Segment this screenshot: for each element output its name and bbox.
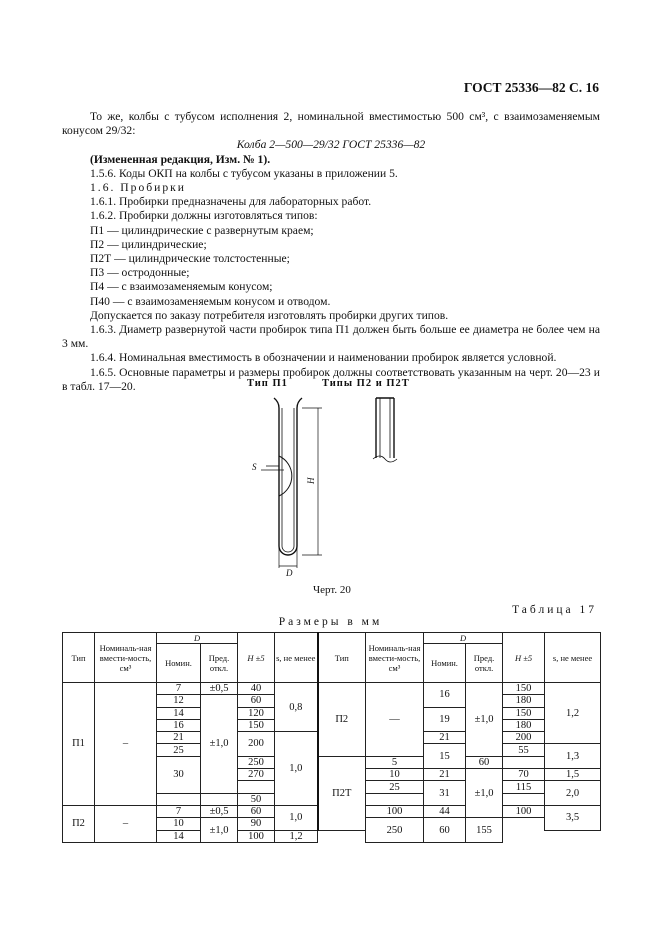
tube-p1-inner-wall [282,408,294,552]
cell-d-nom: 30 [157,756,201,793]
cell-volume: 25 [366,781,424,793]
cell-s: 1,5 [545,769,601,781]
cell-d-nom: 14 [157,830,201,842]
table-row [63,683,601,695]
cell-volume: — [366,683,424,757]
header-nomin: Номин. [424,644,466,683]
cell-h: 150 [503,683,545,695]
cell-volume: 5 [366,756,424,768]
cell-h [238,781,275,793]
header-volume: Номиналь-ная вмести-мость, см³ [95,633,157,683]
flask-designation: Колба 2—500—29/32 ГОСТ 25336—82 [236,138,426,152]
header-s: s, не менее [275,633,318,683]
cell-d-nom [157,793,201,805]
cell-d-nom: 15 [424,744,466,769]
header-h: H ±5 [238,633,275,683]
cell-h: 90 [238,818,275,830]
cell-h: 200 [238,732,275,757]
cell-s: 2,0 [545,781,601,806]
type-item: П1 — цилиндрические с развернутым краем; [90,223,314,237]
cell-d-nom: 19 [424,707,466,732]
cell-type: П2 [63,805,95,842]
cell-volume: 10 [366,769,424,781]
cell-s: 1,2 [275,830,318,842]
cell-d-nom: 21 [424,732,466,744]
cell-s: 1,3 [545,744,601,769]
cell-s: 1,0 [275,732,318,806]
cell-d-nom: 44 [424,805,466,817]
type-item: П2 — цилиндрические; [90,237,207,251]
cell-d-nom: 14 [157,707,201,719]
paragraph-1-6-3: 1.6.3. Диаметр развернутой части пробирок типа П1 должен быть больше ее диаметра не более чем на 3 мм. [62,323,600,351]
paragraph-flask-tubus: То же, колбы с тубусом исполнения 2, номинальной вместимостью 500 см³, с взаимозаменяемым конусом 29/32: [62,110,600,138]
tube-p1-section-arc [279,456,292,496]
header-s: s, не менее [545,633,601,683]
cell-h: 55 [503,744,545,756]
cell-d-dev: ±1,0 [466,683,503,757]
cell-d-dev: ±1,0 [466,769,503,818]
paragraph-1-6-4: 1.6.4. Номинальная вместимость в обозначении и наименовании пробирок является условной. [90,351,557,365]
cell-h: 250 [238,756,275,768]
cell-volume: – [95,683,157,806]
cell-h: 60 [238,695,275,707]
tube-p1-outline [274,398,302,555]
cell-h: 200 [503,732,545,744]
cell-h [366,793,424,805]
cell-d-nom: 12 [157,695,201,707]
header-h: H ±5 [503,633,545,683]
header-nomin: Номин. [157,644,201,683]
cell-type: П1 [63,683,95,806]
table-label: Таблица 17 [512,604,597,616]
cell-s: 3,5 [545,805,601,830]
cell-h: 180 [503,695,545,707]
header-type: Тип [63,633,95,683]
revision-note: (Измененная редакция, Изм. № 1). [90,152,271,166]
cell-d-dev: ±1,0 [201,695,238,793]
type-item: П2Т — цилиндрические толстостенные; [90,252,290,266]
cell-h: 155 [466,818,503,843]
type-item: П4 — с взаимозаменяемым конусом; [90,280,273,294]
header-volume: Номиналь-ная вмести-мость, см³ [366,633,424,683]
cell-d-nom: 31 [424,781,466,806]
paragraph-1-6-2: 1.6.2. Пробирки должны изготовляться типов: [90,209,318,223]
cell-d-dev: ±0,5 [201,683,238,695]
cell-d-nom: 16 [157,719,201,731]
cell-h [201,793,238,805]
header-dev: Пред. откл. [466,644,503,683]
table-units: Размеры в мм [278,616,383,628]
test-tube-drawing [240,396,440,580]
cell-d-nom: 21 [157,732,201,744]
cell-type: П2Т [318,756,366,830]
label-s: S [252,462,257,472]
header-type: Тип [318,633,366,683]
cell-d-nom: 60 [424,818,466,843]
cell-s: 0,8 [275,683,318,732]
cell-volume: 50 [238,793,275,805]
table-17 [62,632,601,843]
label-h: H [306,477,316,484]
body-text [62,110,600,394]
cell-h: 150 [503,707,545,719]
cell-d-nom: 7 [157,683,201,695]
cell-h: 60 [238,805,275,817]
cell-d-nom: 10 [157,818,201,830]
cell-d-dev: ±0,5 [201,805,238,817]
cell-s: 1,0 [275,805,318,830]
cell-volume: 100 [366,805,424,817]
cell-type: П2 [318,683,366,757]
header-d: D [424,633,503,644]
figure-caption: Черт. 20 [313,584,351,596]
cell-d-nom: 25 [157,744,201,756]
cell-h: 100 [503,805,545,817]
label-d: D [286,568,293,578]
cell-h: 70 [503,769,545,781]
page-header: ГОСТ 25336—82 С. 16 [463,80,599,95]
cell-h: 270 [238,769,275,781]
figure-title-type-p1: Тип П1 [247,378,288,389]
cell-volume: – [95,805,157,842]
cell-d-nom: 16 [424,683,466,708]
header-d: D [157,633,238,644]
paragraph-1-6-1: 1.6.1. Пробирки предназначены для лабораторных работ. [90,195,372,209]
cell-h: 180 [503,719,545,731]
cell-volume: 250 [366,818,424,843]
cell-h: 115 [503,781,545,793]
header-dev: Пред. откл. [201,644,238,683]
cell-h: 120 [238,707,275,719]
paragraph-1-6-5: 1.6.5. Основные параметры и размеры пробирок должны соответствовать указанным на черт. 20—23 и в табл. 17—20. [62,365,600,393]
table-header-row [63,633,601,644]
figure-title-types-p2: Типы П2 и П2Т [322,378,410,389]
section-1-6-title: 1.6. Пробирки [90,181,186,195]
cell-d-nom: 21 [424,769,466,781]
cell-d-nom: 7 [157,805,201,817]
cell-s: 1,2 [545,683,601,744]
cell-d-dev: ±1,0 [201,818,238,843]
cell-h: 40 [238,683,275,695]
type-item: П3 — остродонные; [90,266,190,280]
cell-h: 60 [466,756,503,768]
cell-h: 100 [238,830,275,842]
paragraph-allowed: Допускается по заказу потребителя изготовлять пробирки других типов. [90,308,449,322]
type-item: П40 — с взаимозаменяемым конусом и отводом. [90,294,331,308]
paragraph-1-5-6: 1.5.6. Коды ОКП на колбы с тубусом указаны в приложении 5. [90,166,398,180]
cell-h: 150 [238,719,275,731]
